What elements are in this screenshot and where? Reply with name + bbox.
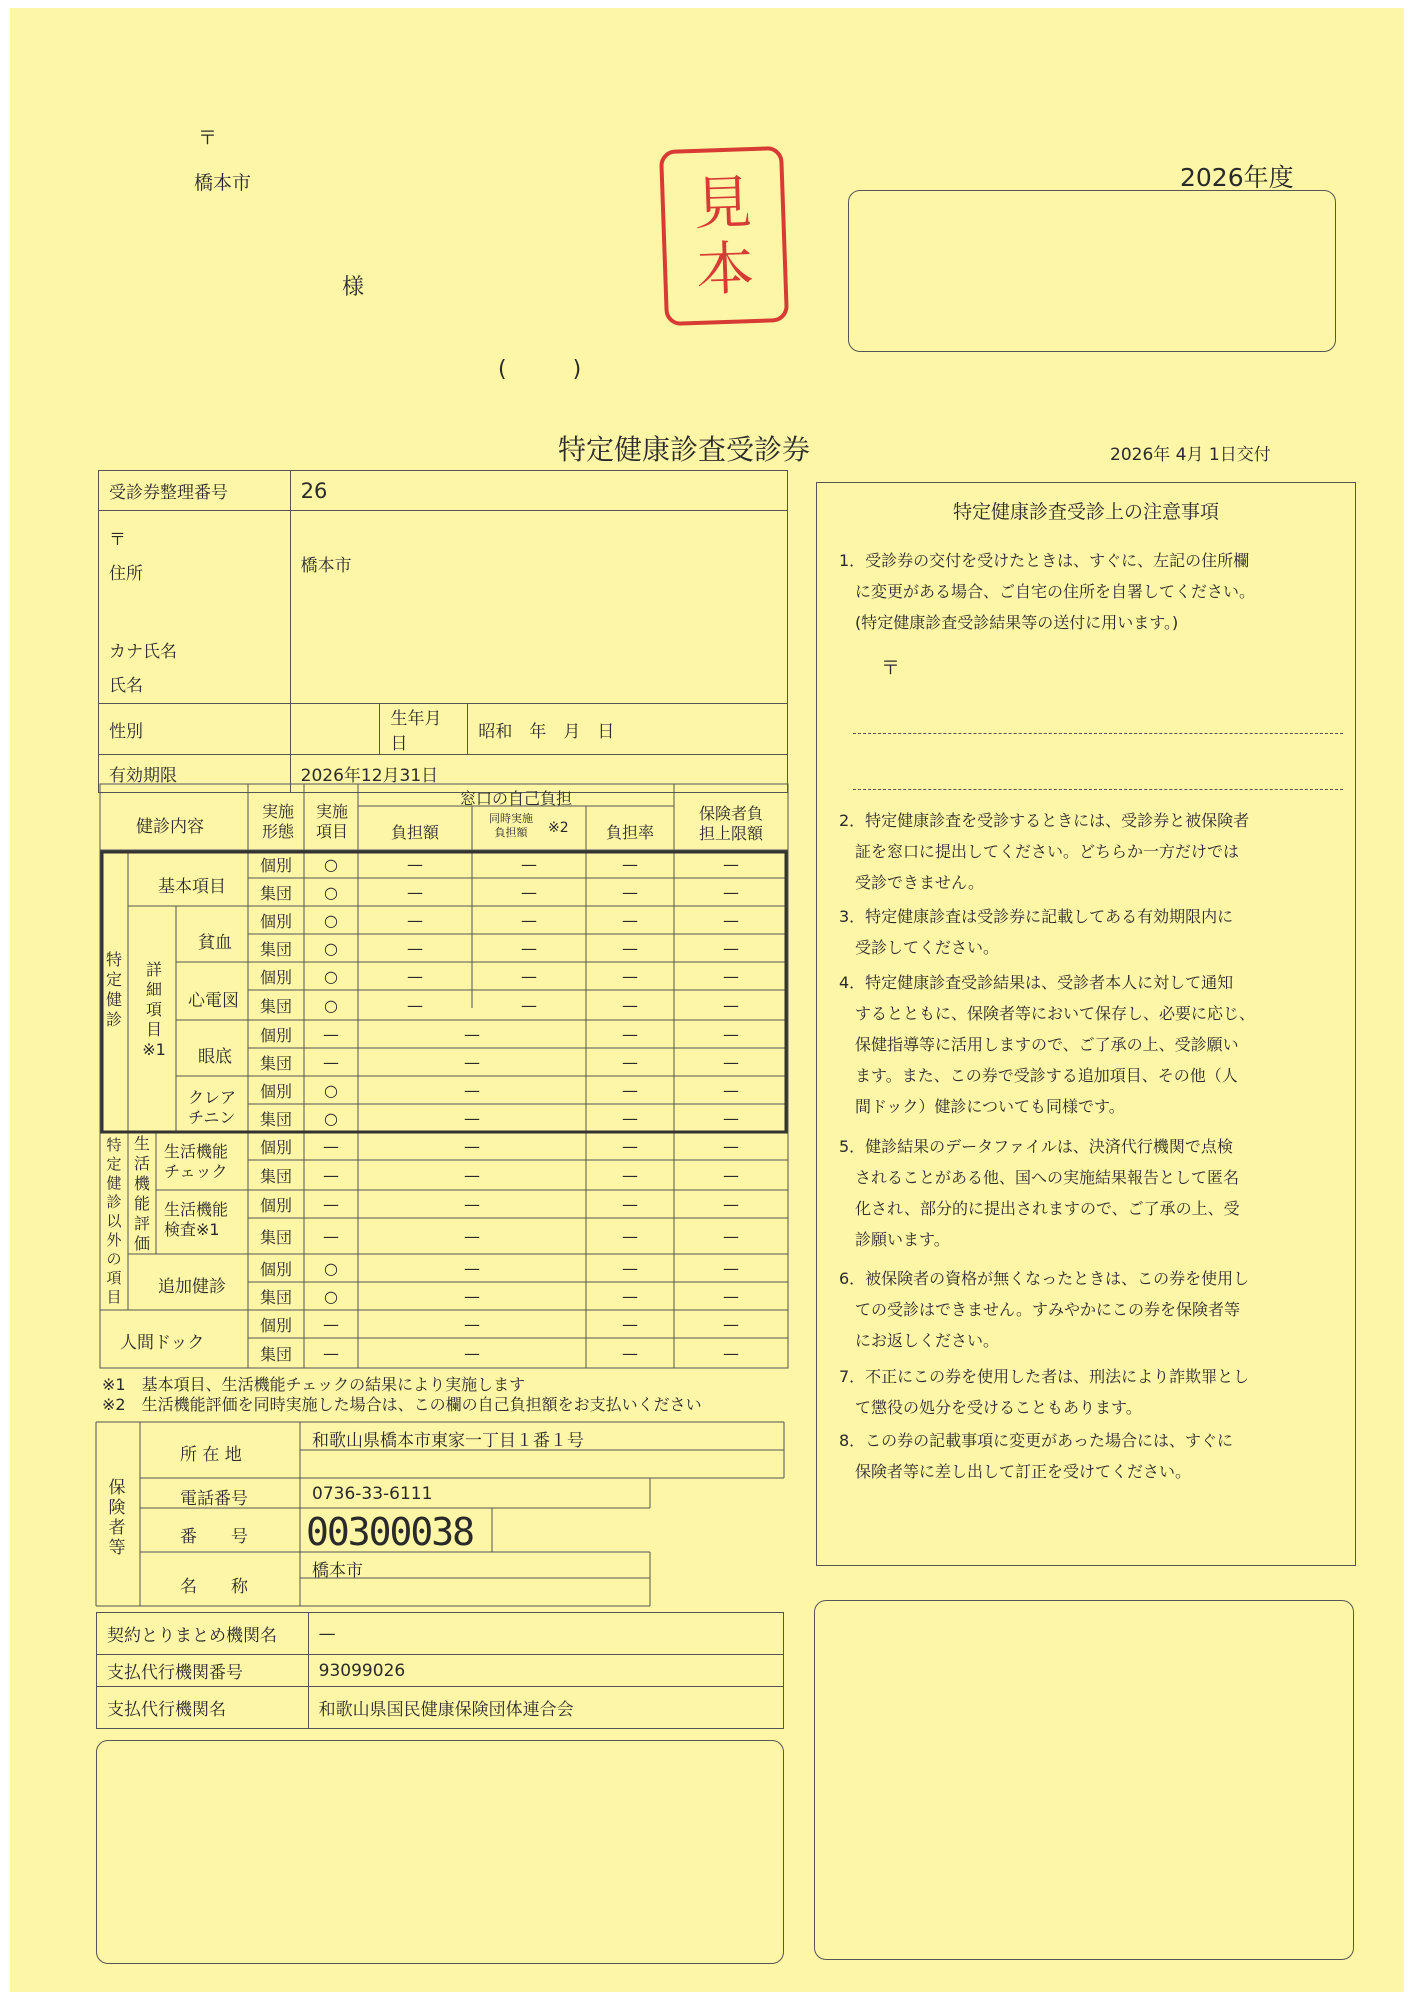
limit-cell: — [723,966,739,986]
rate-cell: — [622,1108,638,1128]
item-creatinine: クレア チニン [188,1088,237,1127]
item-lifetest: 生活機能 検査※1 [164,1200,229,1239]
burden-cell: — [464,1024,480,1044]
form-cell: 個別 [259,855,292,875]
insurer-tel-label: 電話番号 [180,1489,248,1509]
item-mark-cell: ○ [324,938,338,958]
footnote-2: ※2 生活機能評価を同時実施した場合は、この欄の自己負担額をお支払いください [102,1395,702,1414]
form-cell: 集団 [259,1287,292,1307]
simul-burden-cell: — [521,995,537,1015]
hdr-window: 窓口の自己負担 [459,789,572,808]
number-value: 26 [290,471,787,511]
form-cell: 個別 [259,1259,292,1279]
pay-name-value: 和歌山県国民健康保険団体連合会 [308,1687,783,1729]
insurer-name-value: 橋本市 [312,1561,363,1581]
item-mark-cell: — [323,1136,339,1156]
insurer-side-label: 保険者等 [108,1478,126,1558]
hdr-burden: 負担額 [390,823,439,842]
item-kihon: 基本項目 [158,877,226,897]
rate-cell: — [622,1226,638,1246]
rate-cell: — [622,1080,638,1100]
form-cell: 集団 [259,996,292,1016]
address-value: 橋本市 [290,511,787,704]
note-8: 8．この券の記載事項に変更があった場合には、すぐに 保険者等に差し出して訂正を受けてください。 [839,1431,1234,1481]
simul-burden-cell: — [521,882,537,902]
rate-cell: — [622,1343,638,1363]
ticket-sheet [10,8,1404,1992]
form-cell: 個別 [259,911,292,931]
rate-cell: — [622,1258,638,1278]
note-2: 2．特定健康診査を受診するときには、受診券と被保険者 証を窓口に提出してください。どちらか一方だけでは 受診できません。 [839,811,1250,892]
hdr-item: 実施 項目 [315,802,348,841]
item-mark-cell: — [323,1314,339,1334]
item-mark-cell: — [323,1194,339,1214]
address-dash-line-2 [853,789,1343,790]
notes-title: 特定健康診査受診上の注意事項 [952,501,1219,523]
item-mark-cell: — [323,1343,339,1363]
item-shindenzu: 心電図 [188,991,239,1011]
insurer-addr-label: 所 在 地 [180,1445,242,1465]
sample-stamp: 見 本 [659,146,789,326]
limit-cell: — [723,1226,739,1246]
limit-cell: — [723,1343,739,1363]
pay-name-label: 支払代行機関名 [97,1687,309,1729]
group-other: 特定健診以外の項目 [106,1136,122,1306]
form-cell: 個別 [259,1081,292,1101]
hdr-form: 実施 形態 [261,802,294,841]
group-tokutei: 特定健診 [105,950,122,1029]
limit-cell: — [723,1286,739,1306]
burden-cell: — [464,1314,480,1334]
burden-cell: — [464,1136,480,1156]
burden-cell: — [464,1108,480,1128]
limit-cell: — [723,854,739,874]
burden-cell: — [407,966,423,986]
fiscal-year: 2026年度 [1180,163,1294,192]
insurer-addr-value: 和歌山県橋本市東家一丁目１番１号 [312,1431,584,1451]
item-mark-cell: — [323,1226,339,1246]
item-gantei: 眼底 [198,1047,232,1067]
simul-burden-cell: — [521,854,537,874]
notes-panel [816,482,1356,1566]
page-title: 特定健康診査受診券 [558,433,811,466]
burden-cell: — [407,910,423,930]
limit-cell: — [723,882,739,902]
limit-cell: — [723,1108,739,1128]
limit-cell: — [723,1024,739,1044]
burden-cell: — [464,1052,480,1072]
burden-cell: — [464,1226,480,1246]
simul-burden-cell: — [521,910,537,930]
rate-cell: — [622,1314,638,1334]
rate-cell: — [622,1286,638,1306]
rate-cell: — [622,910,638,930]
rate-cell: — [622,1024,638,1044]
rate-cell: — [622,1194,638,1214]
rate-cell: — [622,995,638,1015]
note-7: 7．不正にこの券を使用した者は、刑法により詐欺罪とし て懲役の処分を受けることもあります。 [839,1367,1250,1417]
rate-cell: — [622,1165,638,1185]
address-dash-line-1 [853,733,1343,734]
life-eval-label: 生活機能評価 [133,1134,150,1253]
rate-cell: — [622,1136,638,1156]
form-cell: 集団 [259,939,292,959]
address-name-labels: 〒 住所 カナ氏名 氏名 [99,511,291,704]
simul-burden-cell: — [521,938,537,958]
item-lifecheck: 生活機能 チェック [164,1142,229,1181]
item-hinketsu: 貧血 [198,933,232,953]
paren-blank: ( ) [498,357,582,382]
valid-label: 有効期限 [99,755,291,793]
form-cell: 集団 [259,1166,292,1186]
item-tsuika: 追加健診 [158,1277,226,1297]
burden-cell: — [464,1258,480,1278]
rate-cell: — [622,966,638,986]
item-mark-cell: ○ [324,1080,338,1100]
bottom-right-box [814,1600,1354,1960]
limit-cell: — [723,1258,739,1278]
insurer-tel-value: 0736-33-6111 [312,1484,433,1504]
limit-cell: — [723,1194,739,1214]
burden-cell: — [464,1194,480,1214]
contract-label: 契約とりまとめ機関名 [97,1613,309,1655]
note-1: 1．受診券の交付を受けたときは、すぐに、左記の住所欄 に変更がある場合、ご自宅の住所を自署してください。 (特定健康診査受診結果等の送付に用います。) [839,551,1256,632]
limit-cell: — [723,1314,739,1334]
birth-value: 昭和 年 月 日 [468,704,788,755]
item-mark-cell: ○ [324,910,338,930]
limit-cell: — [723,1136,739,1156]
hdr-note2: ※2 [548,820,569,836]
item-mark-cell: — [323,1165,339,1185]
hdr-limit: 保険者負 担上限額 [698,804,763,843]
recipient-city: 橋本市 [194,172,252,194]
footnote-1: ※1 基本項目、生活機能チェックの結果により実施します [102,1375,526,1394]
note-5: 5．健診結果のデータファイルは、決済代行機関で点検 されることがある他、国への実施結果報告として匿名 化され、部分的に提出されますので、ご了承の上、受 診願います。 [839,1137,1240,1249]
note-3: 3．特定健康診査は受診券に記載してある有効期限内に 受診してください。 [839,907,1234,957]
postal-mark: 〒 [198,127,218,149]
rate-cell: — [622,854,638,874]
rate-cell: — [622,1052,638,1072]
burden-cell: — [407,938,423,958]
insurer-num-label: 番 号 [180,1527,248,1547]
number-label: 受診券整理番号 [99,471,291,511]
form-cell: 集団 [259,1053,292,1073]
honorific: 様 [342,275,365,300]
pay-num-label: 支払代行機関番号 [97,1655,309,1687]
burden-cell: — [464,1286,480,1306]
insurer-num-value: 00300038 [306,1510,474,1554]
limit-cell: — [723,995,739,1015]
form-cell: 集団 [259,883,292,903]
form-cell: 個別 [259,1315,292,1335]
gender-label: 性別 [99,704,291,755]
detail-label: 詳細項目 ※1 [142,960,166,1059]
pay-num-value: 93099026 [308,1655,783,1687]
item-mark-cell: ○ [324,1258,338,1278]
contract-value: — [308,1613,783,1655]
limit-cell: — [723,1052,739,1072]
limit-cell: — [723,1080,739,1100]
item-dock: 人間ドック [120,1333,205,1353]
agency-table [96,1612,784,1729]
issue-date: 2026年 4月 1日交付 [1110,445,1271,465]
note-6: 6．被保険者の資格が無くなったときは、この券を使用し ての受診はできません。すみやかにこの券を保険者等 にお返しください。 [839,1269,1250,1350]
insurer-name-label: 名 称 [180,1577,248,1597]
notes-postal-mark: 〒 [881,657,901,679]
burden-cell: — [407,995,423,1015]
burden-cell: — [407,854,423,874]
form-cell: 個別 [259,967,292,987]
rate-cell: — [622,938,638,958]
item-mark-cell: ○ [324,995,338,1015]
form-cell: 集団 [259,1227,292,1247]
item-mark-cell: ○ [324,966,338,986]
burden-cell: — [464,1343,480,1363]
item-mark-cell: ○ [324,1108,338,1128]
simul-burden-cell: — [521,966,537,986]
bottom-left-box [96,1740,784,1964]
form-cell: 個別 [259,1137,292,1157]
valid-value: 2026年12月31日 [290,755,787,793]
hdr-rate: 負担率 [605,823,654,842]
form-cell: 集団 [259,1344,292,1364]
burden-cell: — [464,1165,480,1185]
limit-cell: — [723,938,739,958]
limit-cell: — [723,1165,739,1185]
burden-cell: — [407,882,423,902]
hdr-content: 健診内容 [136,817,204,837]
note-4: 4．特定健康診査受診結果は、受診者本人に対して通知 するとともに、保険者等において保存し、必要に応じ、 保健指導等に活用しますので、ご了承の上、受診願い ます。また、この券で受診する追加項目、その他（人 間ドック）健診についても同様です。 [839,973,1256,1116]
item-mark-cell: ○ [324,854,338,874]
form-cell: 集団 [259,1109,292,1129]
burden-cell: — [464,1080,480,1100]
item-mark-cell: — [323,1024,339,1044]
rate-cell: — [622,882,638,902]
item-mark-cell: ○ [324,1286,338,1306]
form-cell: 個別 [259,1195,292,1215]
item-mark-cell: — [323,1052,339,1072]
item-mark-cell: ○ [324,882,338,902]
form-cell: 個別 [259,1025,292,1045]
limit-cell: — [723,910,739,930]
hdr-simul: 同時実施 負担額 [489,812,533,839]
birth-label: 生年月日 [380,704,468,755]
